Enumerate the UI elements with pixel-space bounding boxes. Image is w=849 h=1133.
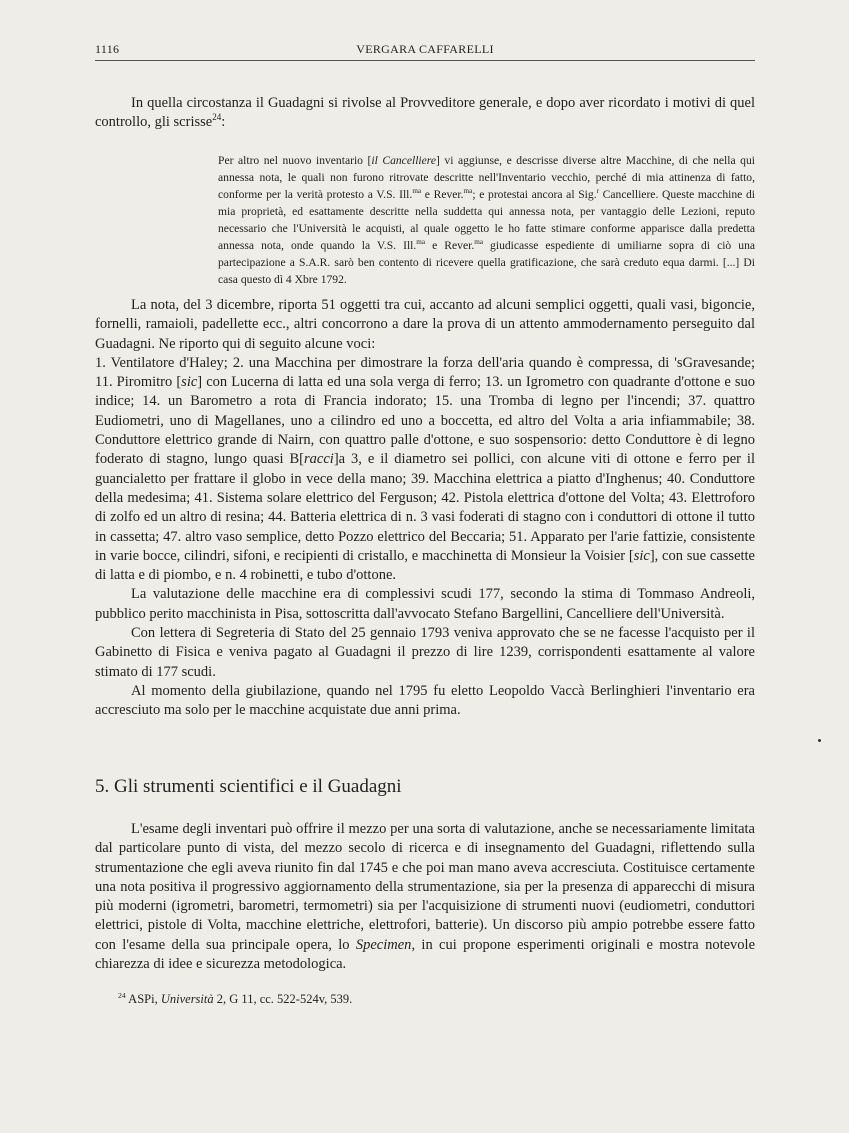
running-head: VERGARA CAFFARELLI [356,42,494,56]
page-number: 1116 [95,42,120,56]
paragraph: L'esame degli inventari può offrire il mezzo per una sorta di valutazione, anche se necessariamente limitata dal particolare punto di vista, del mezzo secolo di ricerca e di insegnamento del Guadagni, riflettendo sulla strumentazione che egli aveva riunito fin dal 1745 e che poi man mano aveva accresciuta. Costituisce certamente una nota positiva il progressivo aggiornamento della strumentazione, sia per la presenza di apparecchi di misura più moderni (igrometri, barometri, termometri) sia per l'acquisizione di strumenti nuovi (eudiometri, conduttori elettrici, pistole di Volta, macchine elettriche, elettrofori, batterie). Un discorso più ampio potrebbe essere fatto con l'esame della sua principale opera, lo Specimen, in cui propone esperimenti originali e mostra notevole chiarezza di idee e sicurezza metodologica. [95,821,756,973]
paragraph: Con lettera di Segreteria di Stato del 25 gennaio 1793 veniva approvato che se ne facesse l'acquisto per il Gabinetto di Fisica e veniva pagato al Guadagni il prezzo di lire 1239, corrispondenti esattamente al valore stimato di 177 scudi. [95,625,755,680]
footnote-ref[interactable]: 24 [212,112,222,123]
footnote-mark: 24 [118,990,126,1000]
item-list: 1. Ventilatore d'Haley; 2. una Macchina per dimostrare la forza dell'aria quando è compressa, di 'sGravesande; 11. Piromitro [sic] con Lucerna di latta ed una sola verga di ferro; 13. un Igrometro con quadrante d'ottone e suo indice; 14. un Barometro a rota di Francia indorato; 15. una Tromba di legno per l'incendi; 37. quattro Eudiometri, uno di Magellanes, uno a cilindro ed uno a boccetta, ed altro del Volta a aria infiammabile; 38. Conduttore elettrico grande di Nairn, con quattro palle d'ottone, e suo sospensorio: detto Conduttore è di legno foderato di stagno, lungo quasi B[racci]a 3, e il diametro sei pollici, con alcune viti di ottone e ferro per il guancialetto per frattare il globo in vece della mano; 39. Macchina elettrica a piatto d'Inghenus; 40. Conduttore della medesima; 41. Sistema solare elettrico del Ferguson; 42. Pistola elettrica d'ottone del Volta; 43. Elettroforo di zolfo ed un altro di resina; 44. Batteria elettrica di n. 3 vasi foderati di stagno con i conduttori di ottone il tutto in cassetta; 47. altro vaso semplice, detto Pozzo elettrico del Beccaria; 51. Apparato per l'arie fattizie, consistente in varie bocce, cilindri, sifoni, e recipienti di cristallo, e macchinetta di Monsieur la Voisier [sic], con sue cassette di latta e di piombo, e n. 4 robinetti, e tubo d'ottone. [95,354,755,584]
intro-paragraph: In quella circostanza il Guadagni si rivolse al Provveditore generale, e dopo aver ricordato i motivi di quel controllo, gli scrisse$^{24}$: [95,95,755,130]
margin-mark [818,739,821,742]
footnote: $^{24}$ ASPi, Università 2, G 11, cc. 522-524v, 539. [118,990,353,1006]
section-heading: 5. Gli strumenti scientifici e il Guadagni [95,776,402,797]
page-header [95,40,755,61]
block-quote: Per altro nel nuovo inventario [il Cancelliere] vi aggiunse, e descrisse diverse altre Macchine, di che nella qui annessa nota, le quali non furono ritrovate descritte nell'Inventario vecchio, perché di mia attinenza di fatto, conforme per la verità protesto a V.S. Ill.$^{ma}$ e Rever.$^{ma}$; e protestai ancora al Sig.$^r$ Cancelliere. Queste macchine di mia proprietà, ed esattamente descritte nella suddetta qui annessa nota, per vantaggio delle Lezioni, reputo necessario che l'Università le acquisti, al quale oggetto le ho fatte stimare conforme apparisce dalla predetta annessa nota, onde quando la V.S. Ill.$^{ma}$ e Rever.$^{ma}$ giudicasse espediente di umiliarne sopra di ciò una partecipazione a S.A.R. sarò ben contento di ricevere quella gratificazione, che sarà creduto equa darmi. [...] Di casa questo dì 4 Xbre 1792. [218,154,756,286]
paragraph: La valutazione delle macchine era di complessivi scudi 177, secondo la stima di Tommaso Andreoli, pubblico perito macchinista in Pisa, sottoscritta dall'avvocato Stefano Bargellini, Cancelliere dell'Università. [95,586,755,622]
paragraph: La nota, del 3 dicembre, riporta 51 oggetti tra cui, accanto ad alcuni semplici oggetti, quali vasi, bigoncie, fornelli, ramaioli, padellette ecc., altri concorrono a dare la prova di un attento ammodernamento perseguito dal Guadagni. Ne riporto qui di seguito alcune voci: [95,297,755,352]
body-text [95,296,755,721]
paragraph: Al momento della giubilazione, quando nel 1795 fu eletto Leopoldo Vaccà Berlinghieri l'inventario era accresciuto ma solo per le macchine acquistate due anni prima. [95,682,755,719]
section-body [95,820,755,974]
